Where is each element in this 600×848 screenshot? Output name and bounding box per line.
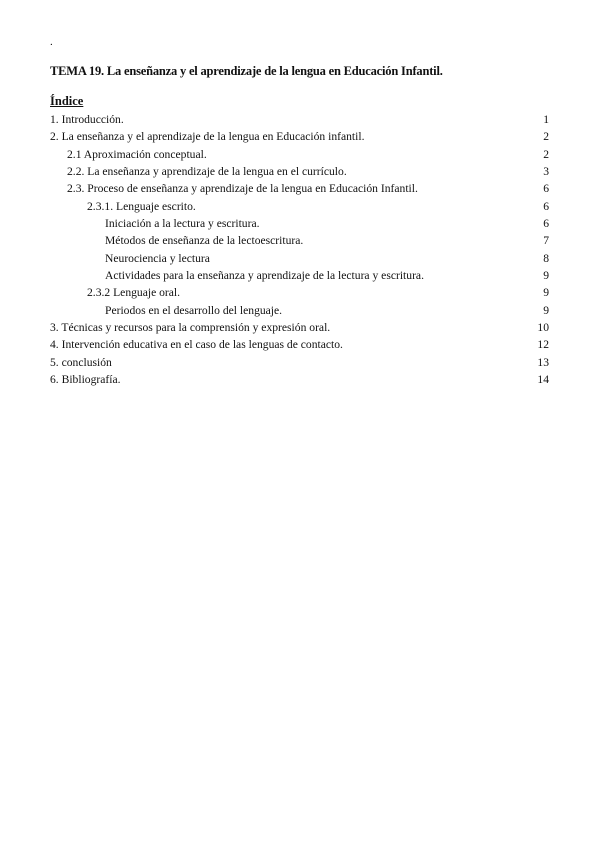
toc-entry[interactable] <box>50 336 549 353</box>
toc-entry[interactable] <box>50 180 549 197</box>
toc-entry-label: 2.1 Aproximación conceptual. <box>67 147 207 161</box>
toc-entry[interactable] <box>50 354 549 371</box>
toc-entry[interactable] <box>50 302 549 319</box>
toc-entry-label: 2.3. Proceso de enseñanza y aprendizaje de la lengua en Educación Infantil. <box>67 182 418 196</box>
toc-entry-page-number: 6 <box>543 217 549 231</box>
toc-entry-page-number: 9 <box>543 286 549 300</box>
toc-entry[interactable] <box>50 128 549 145</box>
toc-entry[interactable] <box>50 146 549 163</box>
toc-entry-label: 2.3.2 Lenguaje oral. <box>87 286 181 300</box>
toc-entry[interactable] <box>50 163 549 180</box>
toc-entry-page-number: 8 <box>543 251 549 265</box>
index-heading: Índice <box>50 94 84 108</box>
toc-entry-label: 2. La enseñanza y el aprendizaje de la lengua en Educación infantil. <box>50 130 365 144</box>
toc-entry-label: 2.2. La enseñanza y aprendizaje de la lengua en el currículo. <box>67 165 347 179</box>
toc-entry[interactable] <box>50 371 549 388</box>
toc-entry-page-number: 12 <box>537 338 549 352</box>
toc-entry[interactable] <box>50 215 549 232</box>
toc-entry-page-number: 6 <box>543 182 549 196</box>
toc-entry-page-number: 13 <box>537 355 549 369</box>
stray-mark: . <box>50 36 53 48</box>
toc-entry-page-number: 2 <box>543 147 549 161</box>
toc-entry-page-number: 9 <box>543 269 549 283</box>
toc-entry-label: 3. Técnicas y recursos para la comprensión y expresión oral. <box>50 321 331 335</box>
toc-entry[interactable] <box>50 111 549 128</box>
toc-entry-label: 6. Bibliografía. <box>50 373 121 387</box>
toc-entry-label: 5. conclusión <box>50 355 112 369</box>
toc-entry-page-number: 2 <box>543 130 549 144</box>
toc-entry-page-number: 9 <box>543 303 549 317</box>
toc-entry[interactable] <box>50 284 549 301</box>
toc-entry-label: Neurociencia y lectura <box>105 251 210 265</box>
document-title: TEMA 19. La enseñanza y el aprendizaje de la lengua en Educación Infantil. <box>50 64 443 78</box>
toc-entry-label: Métodos de enseñanza de la lectoescritura. <box>105 234 304 248</box>
toc-entry[interactable] <box>50 232 549 249</box>
toc-entry-page-number: 1 <box>543 113 549 126</box>
toc-entry[interactable] <box>50 319 549 336</box>
toc-entry-page-number: 3 <box>543 165 549 179</box>
toc-entry-label: Iniciación a la lectura y escritura. <box>105 217 260 231</box>
toc-entry-label: Periodos en el desarrollo del lenguaje. <box>105 303 283 317</box>
toc-entry[interactable] <box>50 250 549 267</box>
toc-entry-label: Actividades para la enseñanza y aprendizaje de la lectura y escritura. <box>105 269 424 283</box>
toc-entry-page-number: 10 <box>537 321 549 335</box>
toc-entry-label: 1. Introducción. <box>50 113 124 126</box>
toc-entry-label: 2.3.1. Lenguaje escrito. <box>87 199 196 213</box>
toc-entry-page-number: 14 <box>537 373 549 387</box>
toc-entry-page-number: 6 <box>543 199 549 213</box>
toc-entry-label: 4. Intervención educativa en el caso de las lenguas de contacto. <box>50 338 343 352</box>
toc-entry[interactable] <box>50 267 549 284</box>
toc-entry-page-number: 7 <box>543 234 549 248</box>
toc-entry[interactable] <box>50 198 549 215</box>
table-of-contents <box>50 111 549 389</box>
